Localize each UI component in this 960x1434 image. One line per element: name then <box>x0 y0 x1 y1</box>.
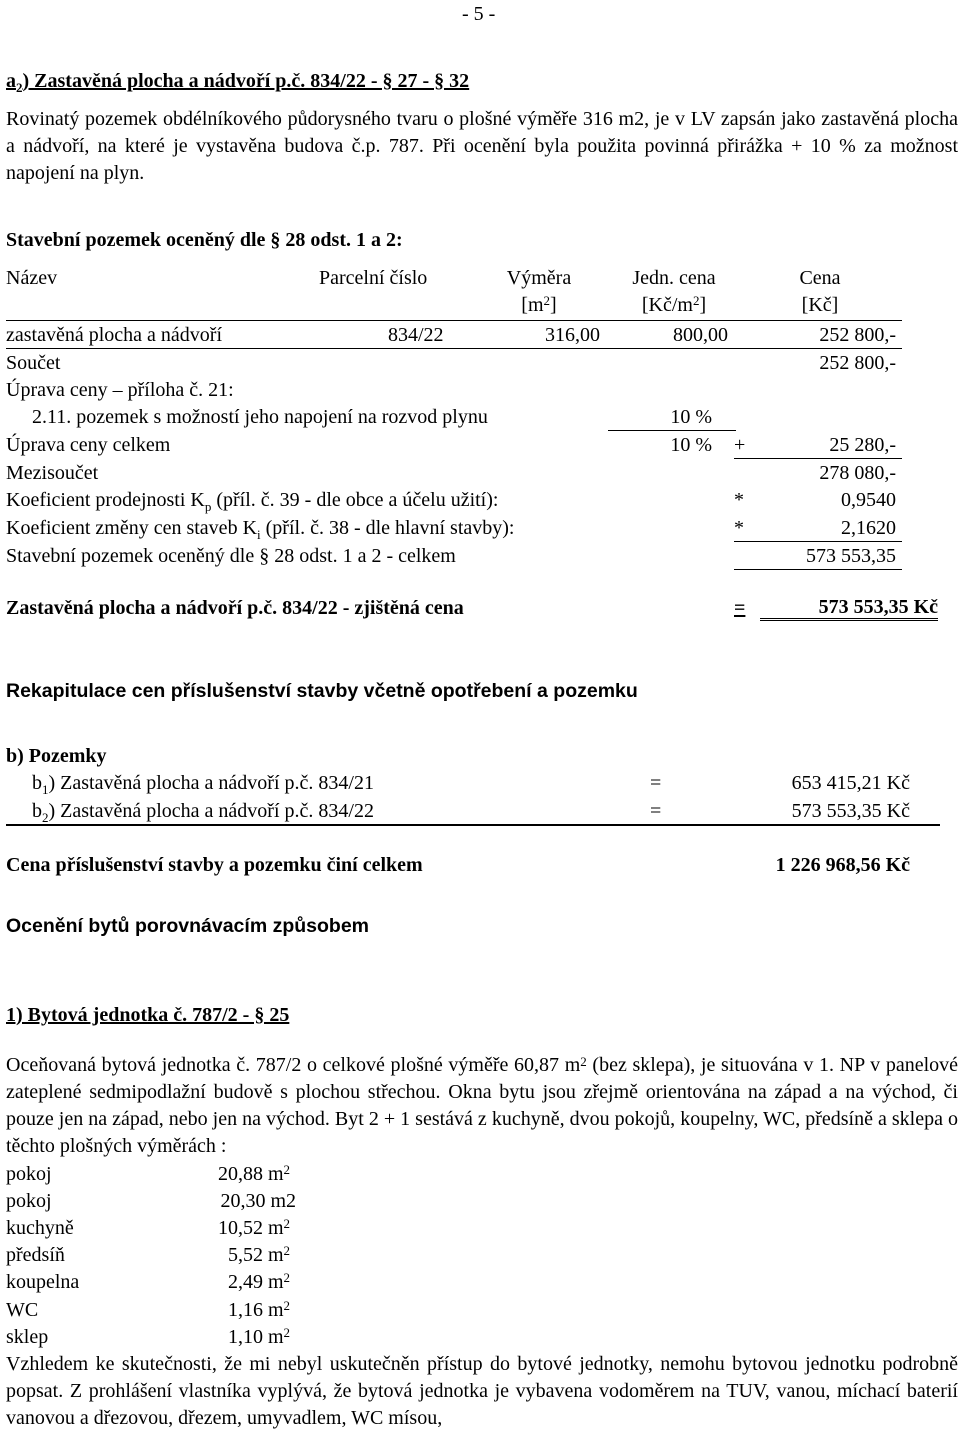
ki-coefficient-value: 2,1620 <box>841 517 896 539</box>
recap-item-b1-equals: = <box>650 772 662 794</box>
recap-rule <box>6 824 940 826</box>
land-total-rule <box>734 569 902 570</box>
room-name: koupelna <box>6 1271 80 1293</box>
land-description-paragraph: Rovinatý pozemek obdélníkového půdorysného tvaru o plošné výměře 316 m2, je v LV zapsán jako zastavěná plocha a nádvoří, na které je vystavěna budova č.p. 787. Při ocenění byla použita povinná přirážka + 10 % za možnost napojení na plyn. <box>6 108 958 184</box>
final-price-equals: = <box>734 597 746 619</box>
sum-value: 252 800,- <box>819 352 896 374</box>
col-header-price: Cena <box>799 267 841 289</box>
kp-operator: * <box>734 489 744 511</box>
unit-heading: 1) Bytová jednotka č. 787/2 - § 25 <box>6 1004 290 1026</box>
col-header-area: Výměra <box>506 267 572 289</box>
row-parcel: 834/22 <box>388 324 444 346</box>
recap-item-b1-label: $b_1$) Zastavěná plocha a nádvoří p.č. 834/21 <box>32 772 374 797</box>
subtotal-label: Mezisoučet <box>6 462 99 484</box>
col-header-unit-price: Jedn. cena <box>632 267 716 289</box>
room-name: kuchyně <box>6 1217 74 1239</box>
row-name: zastavěná plocha a nádvoří <box>6 324 223 346</box>
unit-access-paragraph: Vzhledem ke skutečnosti, že mi nebyl uskutečněn přístup do bytové jednotky, nemohu bytovou jednotku podrobně popsat. Z prohlášení vlastníka vyplývá, že bytová jednotka je vybavena vodoměrem na TUV, vanou, míchací baterií vanovou a dřezovou, dřezem, umyvadlem, WC mísou, <box>6 1353 958 1429</box>
kp-coefficient-value: 0,9540 <box>841 489 896 511</box>
adjustment-total-rule <box>734 458 902 459</box>
row-area: 316,00 <box>545 324 600 346</box>
room-name: sklep <box>6 1326 49 1348</box>
room-area: 20,30 m2 <box>220 1190 296 1212</box>
col-header-name: Název <box>6 267 58 289</box>
kp-coefficient-label: Koeficient prodejnosti $K_p$ (příl. č. 39 - dle obce a účelu užití): <box>6 489 499 514</box>
room-name: pokoj <box>6 1190 52 1212</box>
room-area: 20,88 $m^2$ <box>217 1162 290 1185</box>
ki-operator: * <box>734 517 744 539</box>
room-area: 5,52 $m^2$ <box>227 1243 290 1266</box>
adjustment-total-operator: + <box>734 434 746 456</box>
recap-total-label: Cena příslušenství stavby a pozemku činí celkem <box>6 854 423 876</box>
room-area: 10,52 $m^2$ <box>217 1216 290 1239</box>
apartments-heading: Ocenění bytů porovnávacím způsobem <box>6 915 369 937</box>
col-header-unit-price-unit: $[Kč/m^2]$ <box>641 293 707 316</box>
row-unit-price: 800,00 <box>673 324 728 346</box>
col-header-price-unit: [Kč] <box>801 294 839 316</box>
recap-item-b2-equals: = <box>650 800 662 822</box>
page-number: - 5 - <box>462 3 496 25</box>
table-header-rule <box>6 320 902 321</box>
final-price-label: Zastavěná plocha a nádvoří p.č. 834/22 - zjištěná cena <box>6 597 464 619</box>
col-header-parcel: Parcelní číslo <box>319 267 428 289</box>
adjustment-total-label: Úprava ceny celkem <box>6 434 171 456</box>
price-adjustment-label: Úprava ceny – příloha č. 21: <box>6 379 234 401</box>
subtotal-value: 278 080,- <box>819 462 896 484</box>
room-name: předsíň <box>6 1244 65 1266</box>
col-header-area-unit: $[m^2]$ <box>521 293 557 316</box>
section-heading-a2: $a_2$) Zastavěná plocha a nádvoří p.č. 834/22 - § 27 - § 32 <box>6 70 470 95</box>
recap-item-b1-value: 653 415,21 Kč <box>791 772 910 794</box>
final-price-value: 573 553,35 Kč <box>760 596 938 621</box>
room-name: pokoj <box>6 1163 52 1185</box>
land-valuation-subheading: Stavební pozemek oceněný dle § 28 odst. 1 a 2: <box>6 229 403 251</box>
room-area: 1,10 $m^2$ <box>227 1325 290 1348</box>
unit-description-paragraph: Oceňovaná bytová jednotka č. 787/2 o celkové plošné výměře 60,87 $m^2$ (bez sklepa), je situována v 1. NP v panelové zateplené sedmipodlažní budově s plochou střechou. Okna bytu jsou zřejmě orientována na západ a na východ, či pouze jen na západ, nebo jen na východ. Byt 2 + 1 sestává z kuchyně, dvou pokojů, koupelny, WC, předsíně a sklepa o těchto plošných výměrách : <box>6 1054 959 1157</box>
land-total-label: Stavební pozemek oceněný dle § 28 odst. 1 a 2 - celkem <box>6 545 456 567</box>
recap-item-b2-value: 573 553,35 Kč <box>791 800 910 822</box>
coefficient-rule <box>734 541 902 542</box>
room-area: 2,49 $m^2$ <box>227 1270 290 1293</box>
table-row-rule <box>6 348 902 349</box>
recap-item-b2-label: $b_2$) Zastavěná plocha a nádvoří p.č. 834/22 <box>32 800 374 825</box>
sum-label: Součet <box>6 352 61 374</box>
row-price: 252 800,- <box>819 324 896 346</box>
adjustment-rule <box>608 430 736 431</box>
room-area: 1,16 $m^2$ <box>227 1298 290 1321</box>
recap-heading: Rekapitulace cen příslušenství stavby včetně opotřebení a pozemku <box>6 680 638 702</box>
adjustment-total-pct: 10 % <box>670 434 712 456</box>
adjustment-total-value: 25 280,- <box>829 434 896 456</box>
room-name: WC <box>6 1299 39 1321</box>
price-adjustment-item-pct: 10 % <box>670 406 712 428</box>
ki-coefficient-label: Koeficient změny cen staveb $K_i$ (příl. č. 38 - dle hlavní stavby): <box>6 517 515 542</box>
recap-total-value: 1 226 968,56 Kč <box>775 854 910 876</box>
land-total-value: 573 553,35 <box>806 545 896 567</box>
price-adjustment-item: 2.11. pozemek s možností jeho napojení na rozvod plynu <box>32 406 488 428</box>
recap-land-subheading: b) Pozemky <box>6 745 107 767</box>
